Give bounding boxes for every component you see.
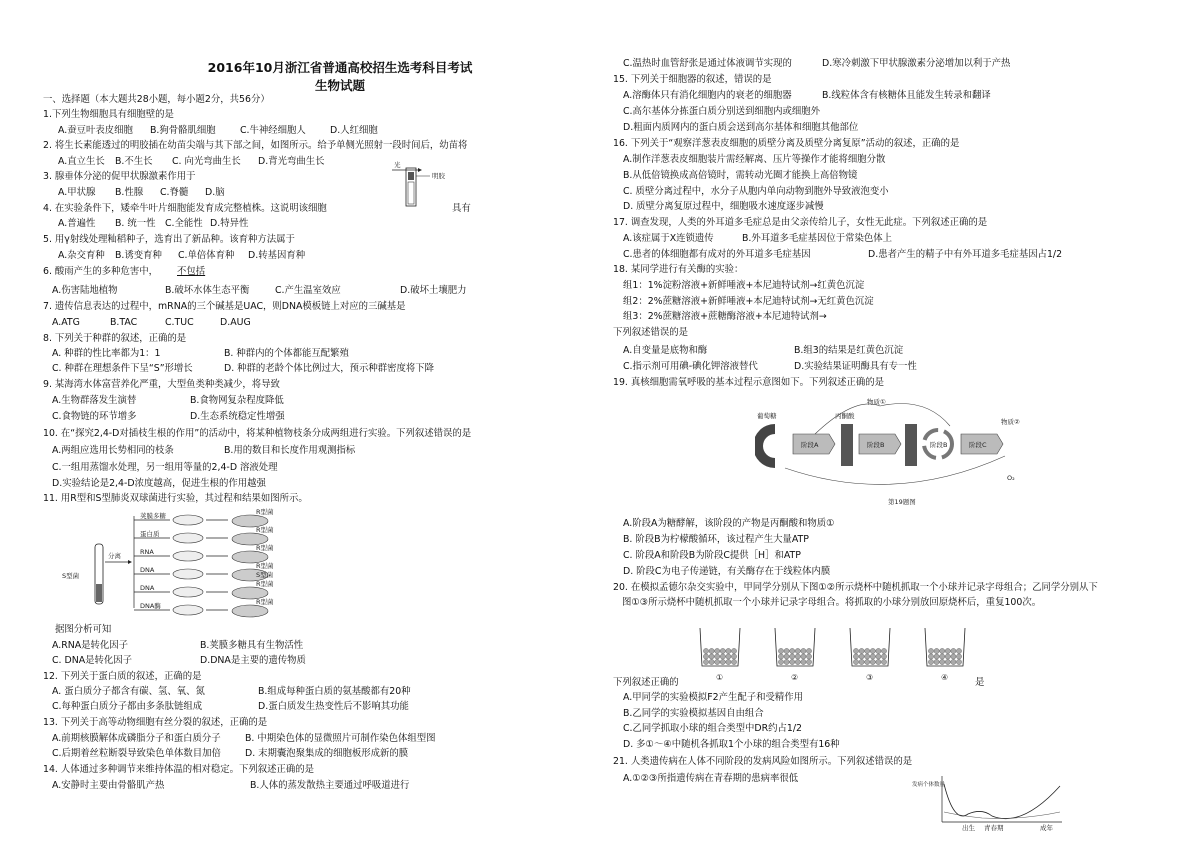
x-label-adult: 成年 — [1040, 824, 1053, 832]
q18-option-c: C.指示剂可用碘-碘化钾溶液替代 — [623, 361, 758, 372]
beaker-label: ② — [791, 673, 799, 682]
x-label-birth: 出生 — [962, 824, 975, 832]
q20-prompt-end: 是 — [975, 677, 985, 688]
s-strain-label: S型菌 — [62, 572, 80, 580]
q4-option-d: D.特异性 — [210, 218, 249, 229]
culture-dish — [173, 551, 203, 561]
beaker-label: ④ — [941, 673, 949, 682]
q2-option-d: D.背光弯曲生长 — [258, 156, 325, 167]
result-label: R型菌 — [256, 598, 274, 606]
q8-option-a: A. 种群的性比率都为1：1 — [52, 348, 161, 359]
stage-c-label: 阶段C — [969, 441, 987, 449]
beakers-figure — [690, 626, 990, 686]
q21-option-a: A.①②③所指遗传病在青春期的患病率很低 — [623, 773, 799, 784]
beaker — [925, 628, 965, 682]
fraction-label: RNA — [140, 548, 154, 556]
q20-option-b: B.乙同学的实验模拟基因自由组合 — [623, 708, 764, 719]
culture-dish — [173, 605, 203, 615]
fraction-label: DNA — [140, 566, 155, 574]
question-9: 9. 某海湾水体富营养化严重，大型鱼类种类减少，将导致 — [43, 379, 280, 390]
result-plate — [232, 605, 268, 617]
q16-option-b: B.从低倍镜换成高倍镜时，需转动光圈才能换上高倍物镜 — [623, 170, 858, 181]
x-label-puberty: 青春期 — [984, 824, 1004, 832]
question-4-end: 具有 — [452, 203, 471, 214]
q9-option-d: D.生态系统稳定性增强 — [190, 411, 285, 422]
section-heading: 一、选择题（本大题共28小题，每小题2分，共56分） — [43, 94, 270, 105]
q12-option-a: A. 蛋白质分子都含有碳、氢、氧、氮 — [52, 686, 205, 697]
q7-option-c: C.TUC — [165, 317, 194, 328]
culture-dish — [173, 533, 203, 543]
q1-option-a: A.蚕豆叶表皮细胞 — [58, 125, 133, 136]
q7-option-b: B.TAC — [110, 317, 138, 328]
beaker-label: ③ — [866, 673, 874, 682]
q19-option-b: B. 阶段B为柠檬酸循环，该过程产生大量ATP — [623, 534, 809, 545]
q15-option-a: A.溶酶体只有消化细胞内的衰老的细胞器 — [623, 90, 792, 101]
q15-option-d: D.粗面内质网内的蛋白质会送到高尔基体和细胞其他部位 — [623, 122, 859, 133]
question-20-line-2: 图①③所示烧杯中随机抓取一个小球并记录字母组合。将抓取的小球分别放回原烧杯后，重复100次。 — [622, 597, 1042, 608]
q14-option-d: D.寒冷刺激下甲状腺激素分泌增加以利于产热 — [822, 58, 1011, 69]
q15-option-b: B.线粒体含有核糖体且能发生转录和翻译 — [822, 90, 991, 101]
beaker — [850, 628, 890, 682]
question-5: 5. 用γ射线处理籼稻种子，选育出了新品种。该育种方法属于 — [43, 234, 295, 245]
q11-option-b: B.荚膜多糖具有生物活性 — [200, 640, 304, 651]
fraction-label: 蛋白质 — [140, 530, 160, 538]
q19-option-c: C. 阶段A和阶段B为阶段C提供［H］和ATP — [623, 550, 801, 561]
q5-option-c: C.单倍体育种 — [178, 250, 235, 261]
q6-option-c: C.产生温室效应 — [275, 285, 341, 296]
q7-option-a: A.ATG — [52, 317, 80, 328]
oxygen-label: O₂ — [1007, 474, 1015, 482]
disease-risk-figure — [912, 772, 1072, 834]
question-4: 4. 在实验条件下，矮牵牛叶片细胞能发育成完整植株。这说明该细胞 — [43, 203, 327, 214]
result-label: R型菌 — [256, 580, 274, 588]
q6-option-d: D.破坏土壤肥力 — [400, 285, 467, 296]
q20-option-d: D. 多①～④中随机各抓取1个小球的组合类型有16种 — [623, 739, 840, 750]
result-label: R型菌 — [256, 544, 274, 552]
question-6-exclude: 不包括 — [177, 266, 206, 277]
q10-option-c: C.一组用蒸馏水处理，另一组用等量的2,4-D 溶液处理 — [52, 462, 278, 473]
q5-option-d: D.转基因育种 — [248, 250, 306, 261]
q13-option-c: C.后期着丝粒断裂导致染色单体数目加倍 — [52, 748, 221, 759]
question-7: 7. 遗传信息表达的过程中，mRNA的三个碱基是UAC，则DNA模板链上对应的三碱基是 — [43, 301, 406, 312]
q16-option-d: D. 质壁分离复原过程中，细胞吸水速度逐步减慢 — [623, 201, 824, 212]
q14-option-a: A.安静时主要由骨骼肌产热 — [52, 780, 165, 791]
beaker-label: ① — [716, 673, 724, 682]
q6-option-a: A.伤害陆地植物 — [52, 285, 118, 296]
result-label: R型菌 — [256, 526, 274, 534]
q13-option-d: D. 末期囊泡聚集成的细胞板形成新的膜 — [245, 748, 409, 759]
respiration-figure — [755, 396, 1045, 506]
stage-b-label: 阶段B — [867, 441, 885, 449]
pyruvate-label: 丙酮酸 — [835, 412, 855, 420]
stage-a-label: 阶段A — [801, 441, 819, 449]
q20-option-a: A.甲同学的实验模拟F2产生配子和受精作用 — [623, 692, 803, 703]
q4-option-a: A.普遍性 — [58, 218, 96, 229]
culture-dish — [173, 587, 203, 597]
q2-option-c: C. 向光弯曲生长 — [172, 156, 241, 167]
q3-option-c: C.脊髓 — [160, 187, 189, 198]
q13-option-a: A.前期核膜解体成磷脂分子和蛋白质分子 — [52, 733, 221, 744]
q18-option-b: B.组3的结果是红黄色沉淀 — [794, 345, 904, 356]
q20-prompt: 下列叙述正确的 — [613, 677, 679, 688]
q3-option-b: B.性腺 — [115, 187, 144, 198]
q1-option-d: D.人红细胞 — [330, 125, 378, 136]
q11-option-a: A.RNA是转化因子 — [52, 640, 129, 651]
q11-option-d: D.DNA是主要的遗传物质 — [200, 655, 306, 666]
q17-option-c: C.患者的体细胞都有成对的外耳道多毛症基因 — [623, 249, 811, 260]
q19-option-a: A.阶段A为糖酵解，该阶段的产物是丙酮酸和物质① — [623, 518, 835, 529]
q10-option-d: D.实验结论是2,4-D浓度越高，促进生根的作用越强 — [52, 478, 266, 489]
fraction-label: DNA — [140, 584, 155, 592]
y-axis-label: 发病个体数量 — [912, 782, 946, 788]
q16-option-a: A.制作洋葱表皮细胞装片需经解离、压片等操作才能将细胞分散 — [623, 154, 886, 165]
question-1: 1.下列生物细胞具有细胞壁的是 — [43, 109, 174, 120]
result-label: R型菌 — [256, 562, 274, 570]
q12-option-b: B.组成每种蛋白质的氨基酸都有20种 — [258, 686, 411, 697]
question-17: 17. 调查发现，人类的外耳道多毛症总是由父亲传给儿子，女性无此症。下列叙述正确的是 — [613, 217, 988, 228]
cycle-label: 阶段B — [930, 441, 948, 449]
q3-option-a: A.甲状腺 — [58, 187, 96, 198]
culture-dish — [173, 515, 203, 525]
q1-option-b: B.狗骨骼肌细胞 — [150, 125, 216, 136]
glucose-label: 葡萄糖 — [757, 412, 777, 420]
page-subtitle: 生物试题 — [314, 78, 365, 93]
q8-option-d: D. 种群的老龄个体比例过大，预示种群密度将下降 — [224, 363, 435, 374]
question-14: 14. 人体通过多种调节来维持体温的相对稳定。下列叙述正确的是 — [43, 764, 315, 775]
question-13: 13. 下列关于高等动物细胞有丝分裂的叙述，正确的是 — [43, 717, 268, 728]
q8-option-b: B. 种群内的个体都能互配繁殖 — [224, 348, 349, 359]
q14-option-c: C.温热时血管舒张是通过体液调节实现的 — [623, 58, 792, 69]
q19-option-d: D. 阶段C为电子传递链，有关酶存在于线粒体内膜 — [623, 566, 831, 577]
q17-option-d: D.患者产生的精子中有外耳道多毛症基因占1/2 — [868, 249, 1063, 260]
q18-group-2: 组2：2%蔗糖溶液+新鲜唾液+本尼迪特试剂→无红黄色沉淀 — [623, 296, 874, 307]
question-19: 19. 真核细胞需氧呼吸的基本过程示意图如下。下列叙述正确的是 — [613, 377, 885, 388]
question-21: 21. 人类遗传病在人体不同阶段的发病风险如图所示。下列叙述错误的是 — [613, 756, 913, 767]
light-label: 光 — [394, 161, 401, 169]
q15-option-c: C.高尔基体分拣蛋白质分别送到细胞内或细胞外 — [623, 106, 821, 117]
question-3: 3. 腺垂体分泌的促甲状腺激素作用于 — [43, 171, 196, 182]
fraction-label: DNA酶 — [140, 602, 161, 610]
q4-option-b: B. 统一性 — [115, 218, 156, 229]
gelatin-label: 明胶 — [432, 172, 445, 180]
q4-option-c: C.全能性 — [165, 218, 203, 229]
glucose-shape — [755, 424, 775, 468]
separate-label: 分离 — [108, 552, 121, 560]
q12-option-c: C.每种蛋白质分子都由多条肽链组成 — [52, 701, 203, 712]
q18-option-a: A.自变量是底物和酶 — [623, 345, 708, 356]
q18-group-1: 组1：1%淀粉溶液+新鲜唾液+本尼迪特试剂→红黄色沉淀 — [623, 280, 865, 291]
q11-analysis: 据图分析可知 — [55, 624, 112, 635]
question-16: 16. 下列关于“观察洋葱表皮细胞的质壁分离及质壁分离复原”活动的叙述，正确的是 — [613, 138, 960, 149]
question-2: 2. 将生长素能透过的明胶插在幼苗尖端与其下部之间，如图所示。给予单侧光照射一段时间后，幼苗将 — [43, 140, 468, 151]
q9-option-a: A.生物群落发生演替 — [52, 395, 137, 406]
transformation-experiment-figure — [60, 506, 300, 621]
result-label: R型菌 — [256, 508, 274, 516]
question-8: 8. 下列关于种群的叙述，正确的是 — [43, 333, 187, 344]
beaker — [700, 628, 740, 682]
seedling-figure — [390, 158, 480, 208]
q3-option-d: D.脑 — [205, 187, 225, 198]
q9-option-c: C.食物链的环节增多 — [52, 411, 137, 422]
culture-dish — [173, 569, 203, 579]
q18-prompt: 下列叙述错误的是 — [613, 327, 689, 338]
q7-option-d: D.AUG — [220, 317, 251, 328]
fraction-label: 荚膜多糖 — [140, 512, 166, 520]
q10-option-a: A.两组应选用长势相同的枝条 — [52, 445, 174, 456]
substance-2-label: 物质② — [1001, 418, 1020, 426]
q11-option-c: C. DNA是转化因子 — [52, 655, 133, 666]
page-title: 2016年10月浙江省普通高校招生选考科目考试 — [207, 60, 473, 75]
q13-option-b: B. 中期染色体的显微照片可制作染色体组型图 — [245, 733, 436, 744]
question-18: 18. 某同学进行有关酶的实验： — [613, 264, 744, 275]
q12-option-d: D.蛋白质发生热变性后不影响其功能 — [258, 701, 409, 712]
q5-option-a: A.杂交育种 — [58, 250, 105, 261]
result-label-2: S型菌 — [256, 571, 274, 579]
question-15: 15. 下列关于细胞器的叙述，错误的是 — [613, 74, 772, 85]
q18-option-d: D.实验结果证明酶具有专一性 — [794, 361, 917, 372]
q10-option-b: B.用的数目和长度作用观测指标 — [224, 445, 356, 456]
beaker — [775, 628, 815, 682]
q17-option-b: B.外耳道多毛症基因位于常染色体上 — [742, 233, 893, 244]
question-20-line-1: 20. 在模拟孟德尔杂交实验中，甲同学分别从下图①②所示烧杯中随机抓取一个小球并记录字母组合；乙同学分别从下 — [613, 582, 1098, 593]
question-11: 11. 用R型和S型肺炎双球菌进行实验，其过程和结果如图所示。 — [43, 493, 308, 504]
q2-option-a: A.直立生长 — [58, 156, 105, 167]
q16-option-c: C. 质壁分离过程中，水分子从胞内单向动物到胞外导致液泡变小 — [623, 186, 889, 197]
q9-option-b: B.食物网复杂程度降低 — [190, 395, 284, 406]
substance-1-label: 物质① — [867, 398, 886, 406]
q6-option-b: B.破坏水体生态平衡 — [165, 285, 250, 296]
q18-group-3: 组3：2%蔗糖溶液+蔗糖酶溶液+本尼迪特试剂→ — [623, 311, 827, 322]
q1-option-c: C.牛神经细胞人 — [240, 125, 306, 136]
q2-option-b: B.不生长 — [115, 156, 153, 167]
q8-option-c: C. 种群在理想条件下呈“S”形增长 — [52, 363, 193, 374]
q14-option-b: B.人体的蒸发散热主要通过呼吸道进行 — [250, 780, 410, 791]
question-6: 6. 酸雨产生的多种危害中， — [43, 266, 159, 277]
question-10: 10. 在“探究2,4-D对插枝生根的作用”的活动中，将某种植物枝条分成两组进行实验。下列叙述错误的是 — [43, 428, 472, 439]
q20-option-c: C.乙同学抓取小球的组合类型中DR约占1/2 — [623, 723, 802, 734]
figure-19-caption: 第19题图 — [888, 498, 916, 506]
q5-option-b: B.诱变育种 — [115, 250, 162, 261]
question-12: 12. 下列关于蛋白质的叙述，正确的是 — [43, 671, 202, 682]
q17-option-a: A.该症属于X连锁遗传 — [623, 233, 714, 244]
